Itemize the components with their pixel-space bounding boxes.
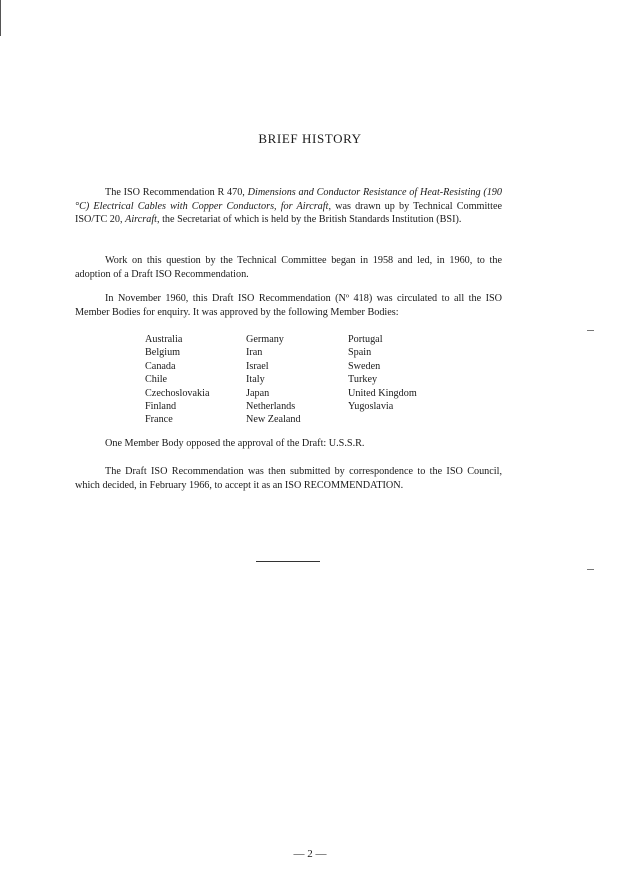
member-body: Canada	[145, 360, 176, 372]
page-title: BRIEF HISTORY	[258, 131, 362, 146]
scan-edge-line	[0, 0, 1, 36]
paragraph-acceptance: The Draft ISO Recommendation was then submitted by correspondence to the ISO Council, which decided, in February 1966, to accept it as an ISO RECOMMENDATION.	[75, 466, 502, 491]
member-body: France	[145, 414, 173, 426]
margin-mark	[587, 569, 594, 570]
member-body: Portugal	[348, 334, 383, 345]
member-body: Japan	[246, 387, 270, 399]
paragraph-opposition: One Member Body opposed the approval of the Draft: U.S.S.R.	[105, 438, 365, 449]
member-column-1	[145, 333, 255, 427]
member-body: New Zealand	[246, 414, 301, 426]
paragraph-circulation: In November 1960, this Draft ISO Recommendation (Nº 418) was circulated to all the ISO Member Bodies for enquiry. It was approved by the following Member Bodies:	[75, 293, 502, 318]
member-body: Turkey	[348, 374, 378, 386]
p1-standard-title: Dimensions and Conductor Resistance of Heat-Resisting (190 °C) Electrical Cables with Copper Conductors, for Aircraft	[75, 187, 502, 212]
member-body: Spain	[348, 347, 372, 359]
member-body: Chile	[145, 374, 168, 386]
member-body: Czechoslovakia	[145, 387, 210, 399]
member-column-3	[348, 333, 468, 413]
member-body: Yugoslavia	[348, 401, 394, 413]
member-body: United Kingdom	[348, 387, 417, 399]
member-column-2	[246, 333, 356, 427]
margin-mark	[587, 330, 594, 331]
p1-committee-name: Aircraft	[125, 214, 157, 225]
member-body: Germany	[246, 334, 284, 345]
member-body: Israel	[246, 360, 269, 372]
member-body: Finland	[145, 401, 177, 413]
p1-text-c: , was drawn up by Technical Committee ISO/TC 20,	[75, 200, 502, 225]
member-body: Sweden	[348, 360, 381, 372]
p1-text-e: , the Secretariat of which is held by the British Standards Institution (BSI).	[156, 214, 462, 225]
member-body: Iran	[246, 347, 263, 359]
member-body: Belgium	[145, 347, 181, 359]
paragraph-work-history: Work on this question by the Technical Committee began in 1958 and led, in 1960, to the adoption of a Draft ISO Recommendation.	[75, 255, 502, 280]
page-number: — 2 —	[293, 848, 327, 860]
member-body: Australia	[145, 334, 183, 345]
member-body: Netherlands	[246, 401, 296, 413]
section-divider	[256, 561, 320, 562]
member-body: Italy	[246, 374, 265, 386]
paragraph-recommendation-origin	[75, 186, 502, 227]
p1-text-a: The ISO Recommendation R 470,	[105, 187, 248, 198]
